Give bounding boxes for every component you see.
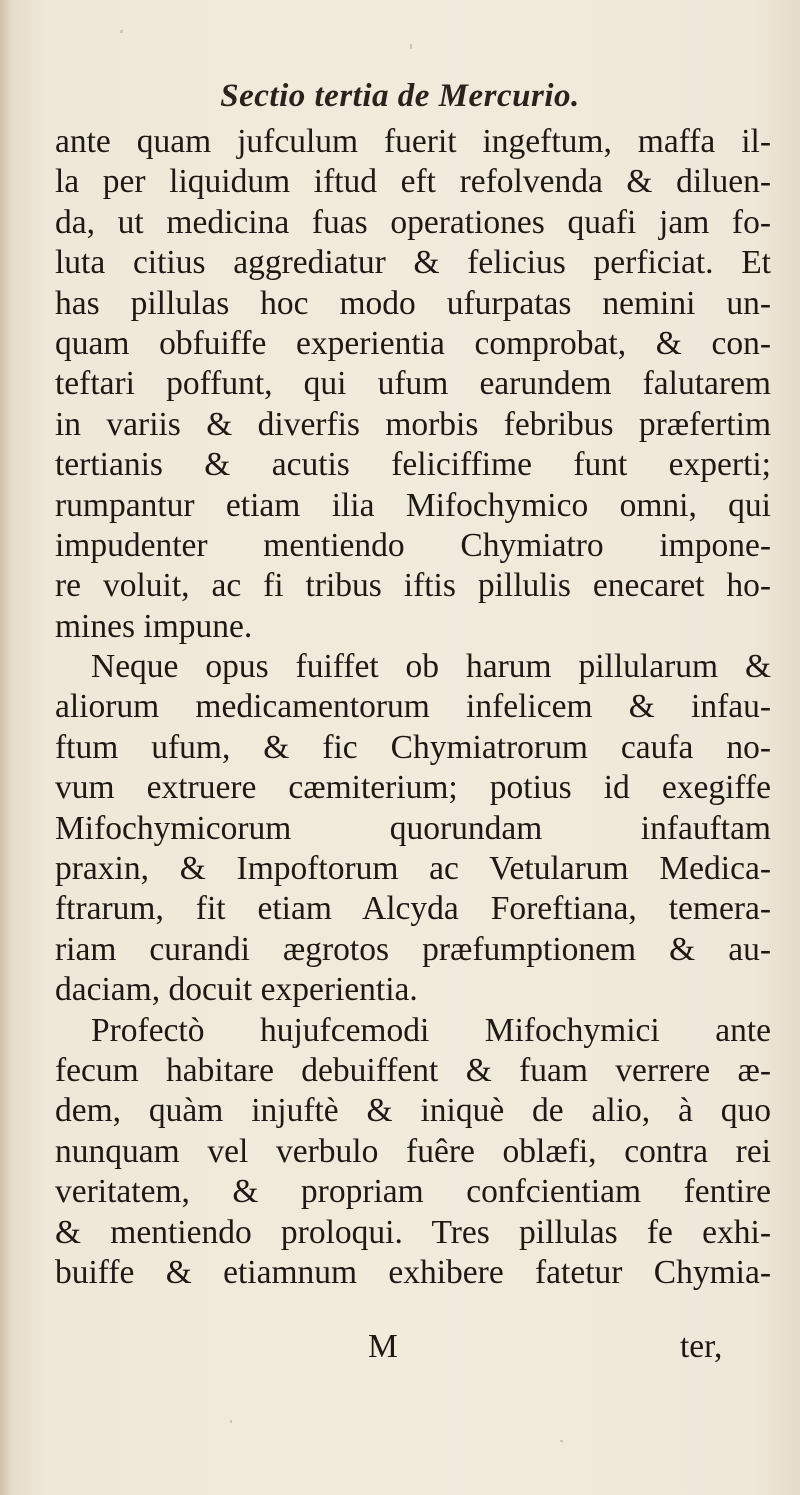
text-line: veritatem, & propriam confcientiam fentire <box>55 1173 771 1211</box>
text-line: praxin, & Impoftorum ac Vetularum Medica- <box>55 850 771 888</box>
text-line: vum extruere cæmiterium; potius id exegiffe <box>55 769 771 807</box>
text-line: tertianis & acutis feliciffime funt experti; <box>55 446 771 484</box>
text-line: ftum ufum, & fic Chymiatrorum caufa no- <box>55 728 771 766</box>
text-line: fecum habitare debuiffent & fuam verrere æ- <box>55 1051 771 1089</box>
text-line: dem, quàm injuftè & iniquè de alio, à quo <box>55 1092 771 1130</box>
paper-speck <box>560 1440 563 1442</box>
text-line: riam curandi ægrotos præfumptionem & au- <box>55 930 771 968</box>
text-line: ftrarum, fit etiam Alcyda Foreftiana, temera- <box>55 890 771 928</box>
paragraph-end-line: daciam, docuit experientia. <box>55 971 418 1009</box>
text-line: buiffe & etiamnum exhibere fatetur Chymia- <box>55 1253 771 1291</box>
paper-speck <box>230 1420 232 1423</box>
paper-speck <box>120 30 123 33</box>
text-line: has pillulas hoc modo ufurpatas nemini un- <box>55 284 771 322</box>
paragraph-start-line: Profectò hujufcemodi Mifochymici ante <box>91 1011 771 1049</box>
page-gutter-shadow <box>0 0 12 1495</box>
text-line: da, ut medicina fuas operationes quafi jam fo- <box>55 203 771 241</box>
text-line: ante quam jufculum fuerit ingeftum, maffa il- <box>55 123 771 160</box>
body-text <box>55 122 771 1293</box>
text-line: & mentiendo proloqui. Tres pillulas fe exhi- <box>55 1213 771 1251</box>
text-line: re voluit, ac fi tribus iftis pillulis enecaret ho- <box>55 567 771 605</box>
text-line: impudenter mentiendo Chymiatro impone- <box>55 526 771 564</box>
text-line: rumpantur etiam ilia Mifochymico omni, qui <box>55 486 771 524</box>
text-line: teftari poffunt, qui ufum earundem falutarem <box>55 365 771 403</box>
text-line: la per liquidum iftud eft refolvenda & diluen- <box>55 163 771 201</box>
paragraph-start-line: Neque opus fuiffet ob harum pillularum & <box>91 648 771 686</box>
text-line: aliorum medicamentorum infelicem & infau- <box>55 688 771 726</box>
text-line: in variis & diverfis morbis febribus præfertim <box>55 405 771 443</box>
text-line: quam obfuiffe experientia comprobat, & con- <box>55 324 771 362</box>
text-line: luta citius aggrediatur & felicius perficiat. Et <box>55 244 771 282</box>
catchword: ter, <box>680 1328 723 1365</box>
text-line: Mifochymicorum quorundam infauftam <box>55 809 771 847</box>
paper-speck <box>410 44 412 49</box>
page-footer <box>0 1327 800 1367</box>
paragraph-end-line: mines impune. <box>55 607 253 645</box>
text-line: nunquam vel verbulo fuêre oblæfi, contra rei <box>55 1132 771 1170</box>
signature-mark: M <box>368 1328 398 1365</box>
running-head: Sectio tertia de Mercurio. <box>220 78 580 114</box>
